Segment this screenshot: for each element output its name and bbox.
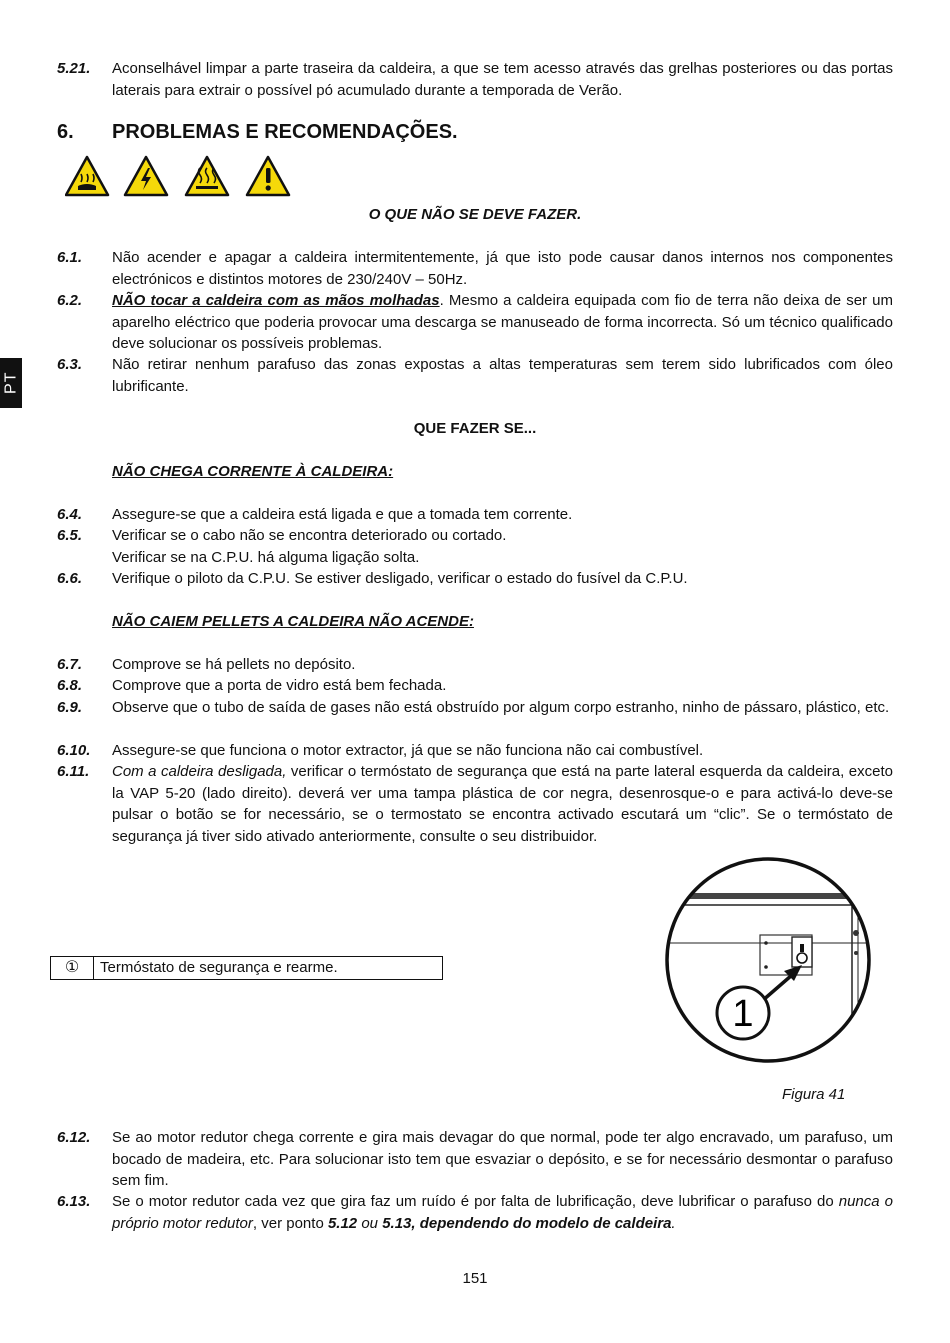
item-line: Verificar se na C.P.U. há alguma ligação solta. [112, 548, 420, 566]
item-text-end: . [671, 1214, 676, 1232]
item-6-13 [57, 1191, 893, 1234]
item-text: Comprove que a porta de vidro está bem fechada. [112, 677, 447, 694]
item-text: Assegure-se que funciona o motor extractor, já que se não funciona não cai combustível. [112, 742, 704, 759]
figure-41 [662, 853, 874, 1074]
whatif-title: QUE FAZER SE... [413, 420, 537, 437]
item-text: Não acender e apagar a caldeira intermitentemente, já que isto pode causar danos internos nos componentes electrónicos e distintos motores de 230/240V – 50Hz. [112, 249, 893, 288]
item-6-6 [57, 568, 893, 590]
item-6-3 [57, 354, 893, 397]
item-text-rest: . Mesmo a caldeira equipada com fio de terra não deixa de ser um aparelho eléctrico que poderia provocar uma descarga se manuseado de forma incorrecta. Só um técnico qualificado deve solucionar os possíveis problemas. [112, 292, 894, 352]
item-6-4 [57, 504, 893, 526]
item-6-7 [57, 654, 893, 676]
section-number: 6. [57, 121, 74, 143]
item-6-2 [57, 290, 893, 355]
language-tab-label: PT [2, 371, 20, 395]
item-text: Se ao motor redutor chega corrente e gira mais devagar do que normal, pode ter algo encravado, um parafuso, um bocado de madeira, etc. Para solucionar isto tem que esvaziar o depósito, e se for necessário desmontar o parafuso sem fim. [112, 1129, 893, 1189]
item-number: 6.5. [57, 527, 83, 544]
item-line: Verificar se o cabo não se encontra deteriorado ou cortado. [112, 527, 507, 544]
item-text [112, 290, 893, 355]
legend-symbol: ① [51, 957, 94, 979]
item-6-12 [57, 1127, 893, 1192]
item-text-italic: ou [357, 1214, 383, 1232]
dont-title: O QUE NÃO SE DEVE FAZER. [368, 206, 582, 223]
item-number: 6.8. [57, 677, 83, 694]
item-text: Assegure-se que a caldeira está ligada e que a tomada tem corrente. [112, 506, 573, 523]
item-number: 6.10. [57, 742, 91, 759]
legend-text: Termóstato de segurança e rearme. [100, 959, 338, 976]
item-6-5 [57, 525, 893, 568]
item-number: 6.4. [57, 506, 83, 523]
warning-phrase: NÃO tocar a caldeira com as mãos molhadas [112, 292, 440, 309]
hot-surface-icon [186, 157, 228, 195]
item-number: 6.3. [57, 356, 83, 373]
item-6-10 [57, 740, 893, 762]
item-text [112, 1191, 893, 1234]
item-6-1 [57, 247, 893, 290]
item-text-bold: 5.12 [327, 1214, 358, 1232]
item-text: Aconselhável limpar a parte traseira da caldeira, a que se tem acesso através das grelhas posteriores ou das portas laterais para extrair o possível pó acumulado durante a temporada de Verão. [112, 60, 893, 99]
subsection-no-power: NÃO CHEGA CORRENTE À CALDEIRA: [112, 463, 394, 480]
item-6-8 [57, 675, 893, 697]
item-number: 6.9. [57, 699, 83, 716]
item-number: 6.6. [57, 570, 83, 587]
section-title: PROBLEMAS E RECOMENDAÇÕES. [112, 121, 458, 143]
electric-hazard-icon [125, 157, 167, 195]
warning-icons [65, 155, 291, 204]
item-5-21 [57, 58, 893, 101]
item-text: Não retirar nenhum parafuso das zonas expostas a altas temperaturas sem terem sido lubrificados com óleo lubrificante. [112, 356, 893, 395]
item-text [112, 761, 893, 847]
language-tab [0, 358, 22, 408]
hot-surface-liquid-icon [66, 157, 108, 195]
page-number: 151 [462, 1270, 488, 1287]
item-text-italic: nunca o próprio motor redutor [112, 1193, 893, 1232]
item-number: 6.7. [57, 656, 83, 673]
item-text [112, 525, 893, 568]
item-text: Comprove se há pellets no depósito. [112, 656, 356, 673]
item-text-part: , ver ponto [252, 1214, 328, 1232]
boiler-detail-drawing [662, 853, 874, 1067]
figure-callout-1: 1 [732, 993, 754, 1035]
section-heading [57, 122, 458, 144]
legend-table [50, 956, 443, 980]
item-number: 6.13. [57, 1193, 91, 1210]
item-text: Observe que o tubo de saída de gases não está obstruído por algum corpo estranho, ninho de pássaro, plástico, etc. [112, 699, 890, 716]
item-6-11 [57, 761, 893, 847]
figure-caption: Figura 41 [782, 1086, 846, 1103]
item-6-9 [57, 697, 893, 719]
item-text-part: Se o motor redutor cada vez que gira faz um ruído é por falta de lubrificação, deve lubrificar o parafuso do [112, 1193, 839, 1210]
item-number: 6.11. [57, 763, 90, 780]
item-text-italic: Com a caldeira desligada, [112, 763, 287, 780]
item-text-bold: 5.13, dependendo do modelo de caldeira [382, 1214, 672, 1232]
general-warning-icon [247, 157, 289, 195]
item-text-rest: verificar o termóstato de segurança que está na parte lateral esquerda da caldeira, exceto la VAP 5-20 (lado direito). deverá ver uma tampa plástica de cor negra, desenrosque-o e para activá-lo deve-se pulsar o botão se for necessário, se o termostato se encontra activado escutará um “clic”. Se o termóstato de segurança já tiver sido ativado anteriormente, consulte o seu distribuidor. [112, 763, 893, 845]
subsection-no-pellets: NÃO CAIEM PELLETS A CALDEIRA NÃO ACENDE: [112, 613, 474, 630]
item-number: 6.2. [57, 292, 83, 309]
item-number: 6.12. [57, 1129, 91, 1146]
item-text: Verifique o piloto da C.P.U. Se estiver desligado, verificar o estado do fusível da C.P.U. [112, 570, 688, 587]
item-number: 6.1. [57, 249, 83, 266]
item-number: 5.21. [57, 60, 91, 77]
